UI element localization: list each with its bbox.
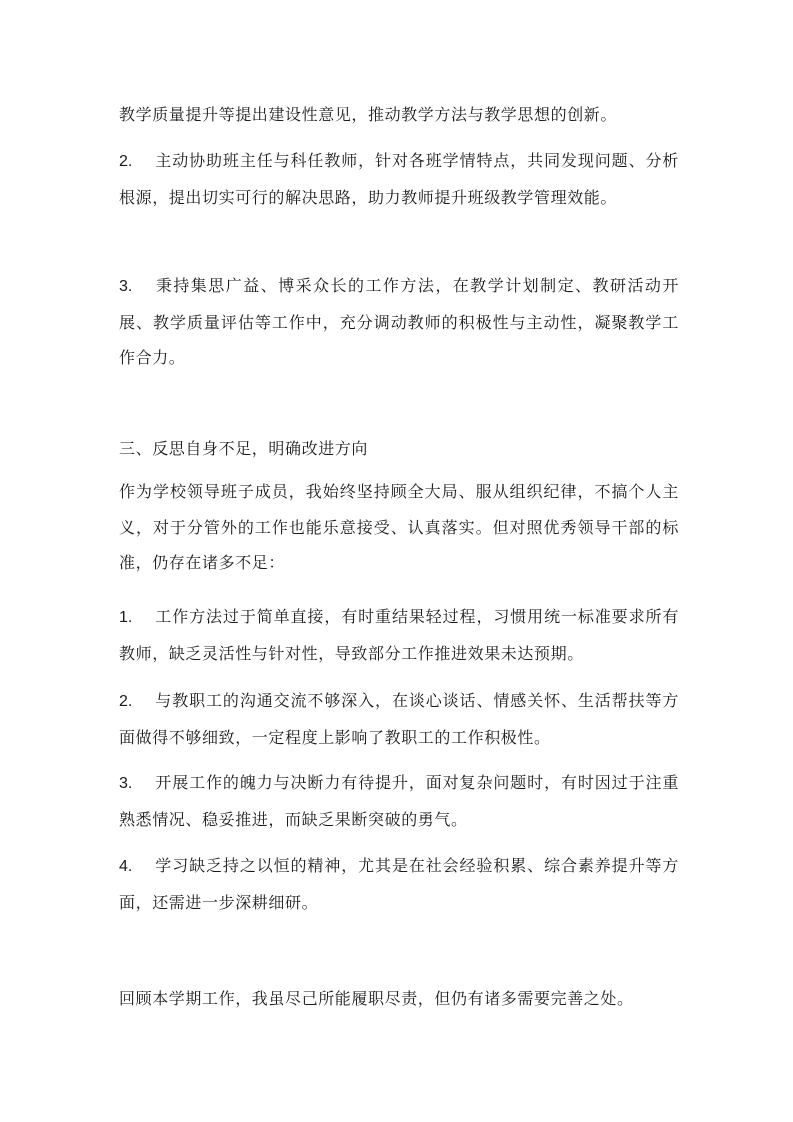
item-number: 2. [119, 693, 133, 710]
item-text: 工作方法过于简单直接，有时重结果轻过程，习惯用统一标准要求所有教师，缺乏灵活性与针对性，导致部分工作推进效果未达预期。 [119, 607, 679, 663]
item-text: 主动协助班主任与科任教师，针对各班学情特点，共同发现问题、分析根源，提出切实可行的解决思路，助力教师提升班级教学管理效能。 [119, 151, 679, 207]
item-number: 3. [119, 278, 133, 295]
item-text: 秉持集思广益、博采众长的工作方法，在教学计划制定、教研活动开展、教学质量评估等工作中，充分调动教师的积极性与主动性，凝聚教学工作合力。 [119, 276, 679, 367]
item-number: 3. [119, 775, 133, 792]
section3-heading: 三、反思自身不足，明确改进方向 [119, 439, 369, 458]
item-number: 2. [119, 153, 133, 170]
section3-item-3 [119, 765, 679, 837]
section3-item-4 [119, 848, 679, 920]
item-number: 1. [119, 609, 133, 626]
item-text: 开展工作的魄力与决断力有待提升，面对复杂问题时，有时因过于注重熟悉情况、稳妥推进，而缺乏果断突破的勇气。 [119, 773, 679, 829]
item-number: 4. [119, 858, 133, 875]
section3-item-1 [119, 599, 679, 671]
section3-intro-paragraph: 作为学校领导班子成员，我始终坚持顾全大局、服从组织纪律，不搞个人主义，对于分管外的工作也能乐意接受、认真落实。但对照优秀领导干部的标准，仍存在诸多不足： [119, 482, 679, 572]
section2-item-2 [119, 143, 679, 215]
section2-item-3 [119, 268, 679, 376]
item-text: 与教职工的沟通交流不够深入，在谈心谈话、情感关怀、生活帮扶等方面做得不够细致，一定程度上影响了教职工的工作积极性。 [119, 691, 679, 747]
section3-item-2 [119, 683, 679, 755]
closing-paragraph: 回顾本学期工作，我虽尽己所能履职尽责，但仍有诸多需要完善之处。 [119, 989, 634, 1008]
item-text: 学习缺乏持之以恒的精神，尤其是在社会经验积累、综合素养提升等方面，还需进一步深耕细研。 [119, 856, 679, 912]
continuation-paragraph: 教学质量提升等提出建设性意见，推动教学方法与教学思想的创新。 [119, 105, 618, 124]
